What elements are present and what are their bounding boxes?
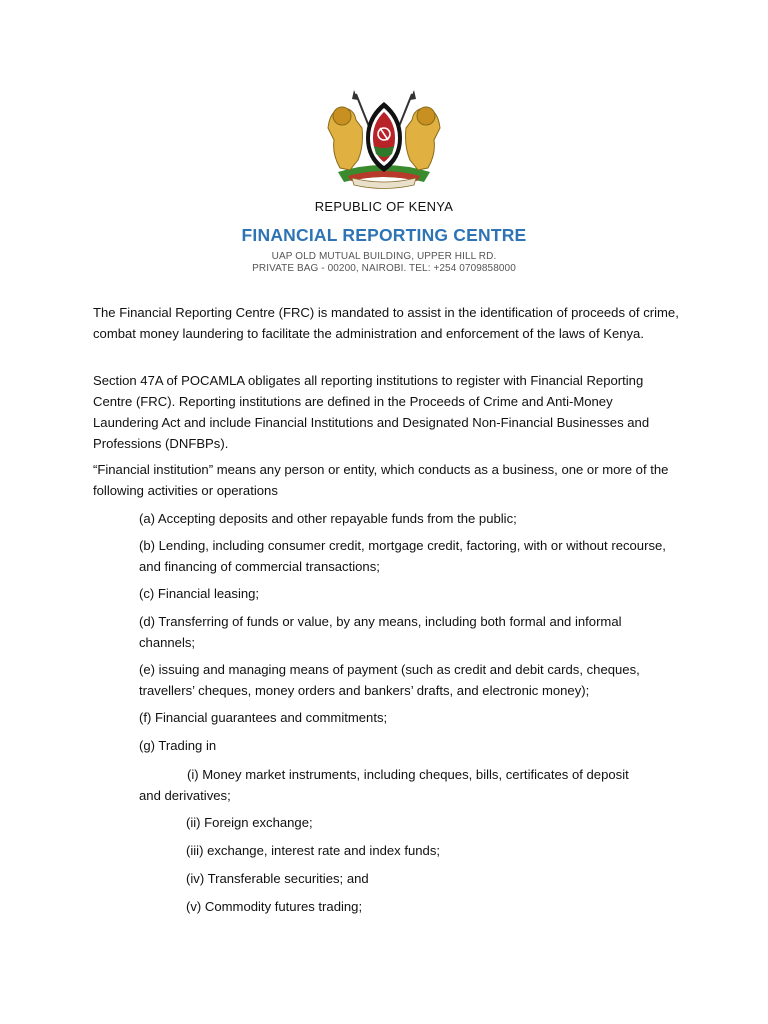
sub-item-iii: (iii) exchange, interest rate and index funds; xyxy=(186,843,441,858)
list-item-a: (a) Accepting deposits and other repayable funds from the public; xyxy=(139,511,517,526)
list-item-b: (b) Lending, including consumer credit, mortgage credit, factoring, with or without recourse, and financing of commercial transactions; xyxy=(139,538,666,574)
paragraph-mandate: The Financial Reporting Centre (FRC) is mandated to assist in the identification of proceeds of crime, combat money laundering to facilitate the administration and enforcement of the laws of Kenya. xyxy=(93,305,679,341)
sub-item-i-lead: (i) Money market instruments, including cheques, bills, certificates of deposit xyxy=(187,767,629,782)
organization-title: FINANCIAL REPORTING CENTRE xyxy=(241,225,527,245)
paragraph-section-47a: Section 47A of POCAMLA obligates all reporting institutions to register with Financial Reporting Centre (FRC). Reporting institutions are defined in the Proceeds of Crime and Anti-Money Laundering Act and include Financial Institutions and Designated Non-Financial Businesses and Professions (DNFBPs). xyxy=(93,373,650,451)
list-item-c: (c) Financial leasing; xyxy=(139,586,260,601)
sub-item-i-continuation: and derivatives; xyxy=(139,788,231,803)
sub-item-ii: (ii) Foreign exchange; xyxy=(186,815,313,830)
address-line-2: PRIVATE BAG - 00200, NAIROBI. TEL: +254 0709858000 xyxy=(252,263,516,274)
paragraph-definition: “Financial institution” means any person or entity, which conducts as a business, one or more of the following activities or operations xyxy=(93,462,669,498)
kenya-coat-of-arms-icon xyxy=(318,88,450,190)
list-item-f: (f) Financial guarantees and commitments; xyxy=(139,710,388,725)
republic-heading: REPUBLIC OF KENYA xyxy=(314,199,454,214)
sub-item-v: (v) Commodity futures trading; xyxy=(186,899,363,914)
list-item-e: (e) issuing and managing means of payment (such as credit and debit cards, cheques, travellers’ cheques, money orders and bankers’ drafts, and electronic money); xyxy=(139,662,640,698)
sub-item-i xyxy=(139,764,679,806)
address-line-1: UAP OLD MUTUAL BUILDING, UPPER HILL RD. xyxy=(271,251,497,262)
sub-item-iv: (iv) Transferable securities; and xyxy=(186,871,369,886)
list-item-g: (g) Trading in xyxy=(139,738,217,753)
list-item-d: (d) Transferring of funds or value, by any means, including both formal and informal channels; xyxy=(139,614,622,650)
